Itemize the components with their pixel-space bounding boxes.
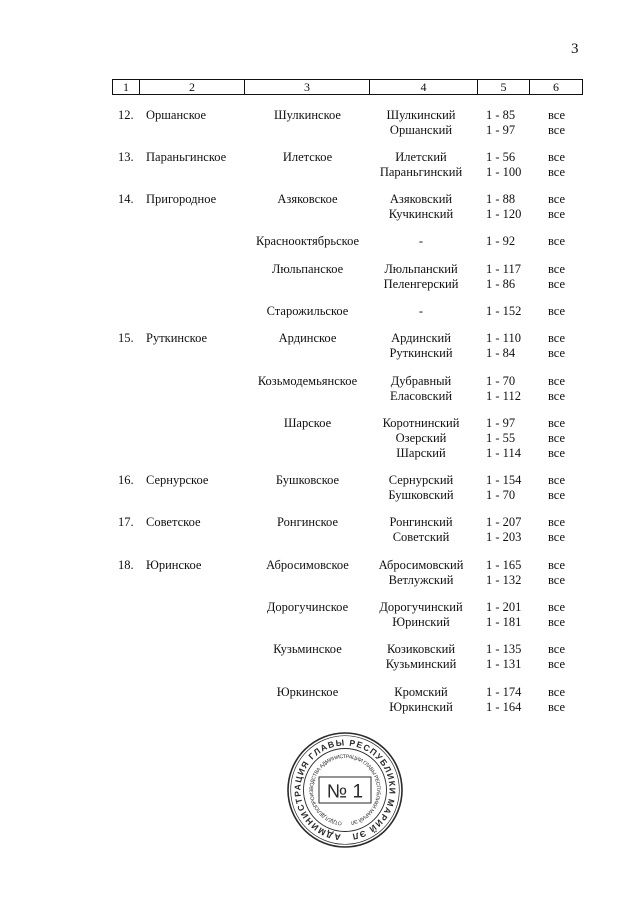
locality-name: Параньгинский [379,164,463,179]
locality-name: Кучкинский [388,207,454,222]
stamp-inner-text: ОТДЕЛ ДЕЛОПРОИЗВОДСТВА АДМИНИСТРАЦИИ ГЛАВЫ РЕСПУБЛИКИ МАРИЙ ЭЛ [308,753,382,826]
scope-value: все [547,192,566,207]
scope-value: все [547,234,566,249]
table-cell-col-1 [112,262,140,292]
table-cell-col-2 [140,108,245,138]
locality-name: Коротнинский [382,415,460,430]
table-cell-col-2 [140,416,245,461]
locality-name: Бушковский [388,488,454,503]
scope-value: все [547,149,566,164]
row-number: 16. [118,473,134,488]
table-cell-col-3 [245,515,370,545]
table-cell-col-1 [112,304,140,319]
table-cell-col-1 [112,642,140,672]
stamp-number: № 1 [326,781,364,803]
scope-value: все [547,684,566,699]
table-cell-col-5 [478,374,530,404]
table-cell-col-6 [530,685,583,715]
table-cell-col-5 [478,262,530,292]
house-range: 1 - 135 [486,642,522,657]
house-range: 1 - 131 [486,657,522,672]
table-cell-col-5 [478,685,530,715]
table-cell-col-4 [370,374,478,404]
table-row [112,515,583,545]
locality-name: Ветлужский [388,572,454,587]
locality-name: Дубравный [390,373,452,388]
house-range: 1 - 86 [486,276,516,291]
district-name: Сернурское [146,473,209,488]
table-cell-col-3 [245,600,370,630]
table-cell-col-1 [112,416,140,461]
table-cell-col-2 [140,600,245,630]
table-cell-col-4 [370,304,478,319]
table-cell-col-6 [530,192,583,222]
table-cell-col-1 [112,374,140,404]
scope-value: все [547,615,566,630]
settlement-name: Ронгинское [276,515,339,530]
house-range: 1 - 203 [486,530,522,545]
locality-name: Юркинский [389,699,453,714]
scope-value: все [547,261,566,276]
settlement-name: Кузьминское [273,642,342,657]
table-row [112,473,583,503]
row-number: 15. [118,331,134,346]
table-row [112,331,583,361]
table-cell-col-5 [478,473,530,503]
table-row [112,685,583,715]
settlement-name: Старожильское [266,303,349,318]
table-cell-col-6 [530,374,583,404]
settlement-name: Илетское [282,149,333,164]
locality-name: Ронгинский [389,515,453,530]
table-row [112,108,583,138]
table-cell-col-5 [478,416,530,461]
official-stamp [280,725,410,855]
house-range: 1 - 92 [486,234,516,249]
locality-name: Сернурский [388,473,454,488]
scope-value: все [547,699,566,714]
scope-value: все [547,331,566,346]
table-cell-col-6 [530,416,583,461]
table-cell-col-3 [245,234,370,249]
locality-name: Пеленгерский [383,276,459,291]
table-cell-col-1 [112,150,140,180]
table-cell-col-5 [478,108,530,138]
locality-name: - [418,234,424,249]
stamp-outer-text: АДМИНИСТРАЦИЯ ГЛАВЫ РЕСПУБЛИКИ МАРИЙ ЭЛ [292,737,398,843]
house-range: 1 - 100 [486,164,522,179]
table-cell-col-1 [112,473,140,503]
house-range: 1 - 201 [486,600,522,615]
settlement-name: Юркинское [276,684,339,699]
table-cell-col-6 [530,150,583,180]
table-cell-col-2 [140,192,245,222]
table-cell-col-5 [478,558,530,588]
row-number: 14. [118,192,134,207]
house-range: 1 - 174 [486,684,522,699]
district-name: Советское [146,515,201,530]
header-col-4: 4 [370,79,478,95]
locality-name: Шулкинский [386,107,456,122]
settlement-name: Абросимовское [266,557,349,572]
table-row [112,304,583,319]
table-header [112,79,583,95]
settlement-name: Бушковское [275,473,340,488]
table-row [112,234,583,249]
settlement-name: Краснооктябрьское [255,234,360,249]
scope-value: все [547,600,566,615]
locality-name: Илетский [395,149,447,164]
scope-value: все [547,164,566,179]
table-cell-col-3 [245,685,370,715]
house-range: 1 - 85 [486,107,516,122]
scope-value: все [547,122,566,137]
table-cell-col-4 [370,685,478,715]
settlement-name: Козьмодемьянское [257,373,358,388]
table-cell-col-2 [140,642,245,672]
table-cell-col-2 [140,331,245,361]
house-range: 1 - 112 [486,388,521,403]
scope-value: все [547,430,566,445]
table-cell-col-6 [530,600,583,630]
table-cell-col-3 [245,473,370,503]
table-cell-col-2 [140,558,245,588]
locality-name: Абросимовский [378,557,464,572]
table-cell-col-6 [530,473,583,503]
scope-value: все [547,572,566,587]
table-cell-col-1 [112,600,140,630]
table-cell-col-4 [370,262,478,292]
table-cell-col-3 [245,262,370,292]
house-range: 1 - 97 [486,415,516,430]
table-cell-col-2 [140,262,245,292]
table-cell-col-4 [370,642,478,672]
locality-name: Шарский [396,445,446,460]
settlement-name: Ардинское [278,331,337,346]
table-cell-col-6 [530,234,583,249]
house-range: 1 - 132 [486,572,522,587]
table-cell-col-3 [245,304,370,319]
house-range: 1 - 165 [486,557,522,572]
settlement-name: Шарское [283,415,332,430]
scope-value: все [547,515,566,530]
table-row [112,374,583,404]
settlement-name: Шулкинское [274,107,341,122]
district-name: Юринское [146,557,202,572]
table-cell-col-1 [112,108,140,138]
table-cell-col-4 [370,234,478,249]
table-cell-col-1 [112,558,140,588]
house-range: 1 - 110 [486,331,521,346]
scope-value: все [547,207,566,222]
header-col-5: 5 [478,79,530,95]
table-cell-col-6 [530,558,583,588]
district-name: Руткинское [146,331,208,346]
locality-name: Дорогучинский [379,600,463,615]
table-cell-col-6 [530,108,583,138]
settlement-name: Дорогучинское [266,600,349,615]
scope-value: все [547,388,566,403]
table-cell-col-2 [140,685,245,715]
header-col-3: 3 [245,79,370,95]
scope-value: все [547,557,566,572]
table-cell-col-6 [530,304,583,319]
scope-value: все [547,657,566,672]
scope-value: все [547,530,566,545]
house-range: 1 - 97 [486,122,516,137]
house-range: 1 - 117 [486,261,521,276]
table-row [112,192,583,222]
table-row [112,150,583,180]
house-range: 1 - 114 [486,445,521,460]
table-cell-col-1 [112,331,140,361]
table-body [112,108,583,727]
locality-name: Оршанский [389,122,453,137]
header-col-1: 1 [112,79,140,95]
locality-name: Руткинский [389,346,453,361]
scope-value: все [547,445,566,460]
locality-name: Озерский [395,430,447,445]
page-number: 3 [571,41,579,57]
locality-name: Азяковский [389,192,453,207]
house-range: 1 - 56 [486,149,516,164]
table-cell-col-4 [370,331,478,361]
table-cell-col-3 [245,374,370,404]
settlement-name: Люльпанское [271,261,344,276]
table-cell-col-1 [112,234,140,249]
house-range: 1 - 164 [486,699,522,714]
table-cell-col-2 [140,473,245,503]
row-number: 17. [118,515,134,530]
table-cell-col-5 [478,331,530,361]
house-range: 1 - 88 [486,192,516,207]
table-cell-col-5 [478,600,530,630]
house-range: 1 - 181 [486,615,522,630]
header-col-2: 2 [140,79,245,95]
table-cell-col-5 [478,234,530,249]
table-cell-col-3 [245,331,370,361]
table-cell-col-6 [530,642,583,672]
house-range: 1 - 70 [486,373,516,388]
table-row [112,642,583,672]
table-cell-col-2 [140,515,245,545]
table-cell-col-2 [140,374,245,404]
scope-value: все [547,303,566,318]
table-row [112,262,583,292]
table-cell-col-3 [245,416,370,461]
locality-name: Кромский [394,684,448,699]
table-cell-col-2 [140,150,245,180]
locality-name: Советский [392,530,450,545]
table-cell-col-4 [370,416,478,461]
table-cell-col-1 [112,515,140,545]
locality-name: Ардинский [391,331,451,346]
locality-name: Козиковский [386,642,456,657]
locality-name: Кузьминский [385,657,457,672]
locality-name: - [418,303,424,318]
table-cell-col-4 [370,473,478,503]
table-cell-col-4 [370,108,478,138]
scope-value: все [547,346,566,361]
table-cell-col-2 [140,304,245,319]
table-cell-col-4 [370,150,478,180]
house-range: 1 - 70 [486,488,516,503]
table-cell-col-3 [245,192,370,222]
table-row [112,416,583,461]
table-cell-col-4 [370,558,478,588]
house-range: 1 - 154 [486,473,522,488]
table-cell-col-3 [245,642,370,672]
table-cell-col-3 [245,558,370,588]
scope-value: все [547,488,566,503]
locality-name: Еласовский [389,388,453,403]
row-number: 12. [118,107,134,122]
table-cell-col-4 [370,600,478,630]
scope-value: все [547,642,566,657]
scope-value: все [547,107,566,122]
house-range: 1 - 84 [486,346,516,361]
table-cell-col-1 [112,685,140,715]
table-cell-col-2 [140,234,245,249]
house-range: 1 - 55 [486,430,516,445]
table-cell-col-1 [112,192,140,222]
district-name: Пригородное [146,192,217,207]
header-col-6: 6 [530,79,583,95]
row-number: 18. [118,557,134,572]
house-range: 1 - 152 [486,303,522,318]
district-name: Оршанское [146,107,207,122]
table-cell-col-5 [478,304,530,319]
table-cell-col-5 [478,642,530,672]
table-row [112,600,583,630]
table-cell-col-5 [478,515,530,545]
table-cell-col-5 [478,192,530,222]
table-cell-col-6 [530,331,583,361]
district-name: Параньгинское [146,149,227,164]
locality-name: Юринский [392,615,450,630]
table-row [112,558,583,588]
scope-value: все [547,473,566,488]
scope-value: все [547,373,566,388]
table-cell-col-5 [478,150,530,180]
table-cell-col-3 [245,150,370,180]
locality-name: Люльпанский [384,261,458,276]
table-cell-col-3 [245,108,370,138]
scope-value: все [547,415,566,430]
house-range: 1 - 120 [486,207,522,222]
settlement-name: Азяковское [277,192,338,207]
table-cell-col-6 [530,262,583,292]
table-cell-col-6 [530,515,583,545]
table-cell-col-4 [370,515,478,545]
scope-value: все [547,276,566,291]
row-number: 13. [118,149,134,164]
table-cell-col-4 [370,192,478,222]
house-range: 1 - 207 [486,515,522,530]
